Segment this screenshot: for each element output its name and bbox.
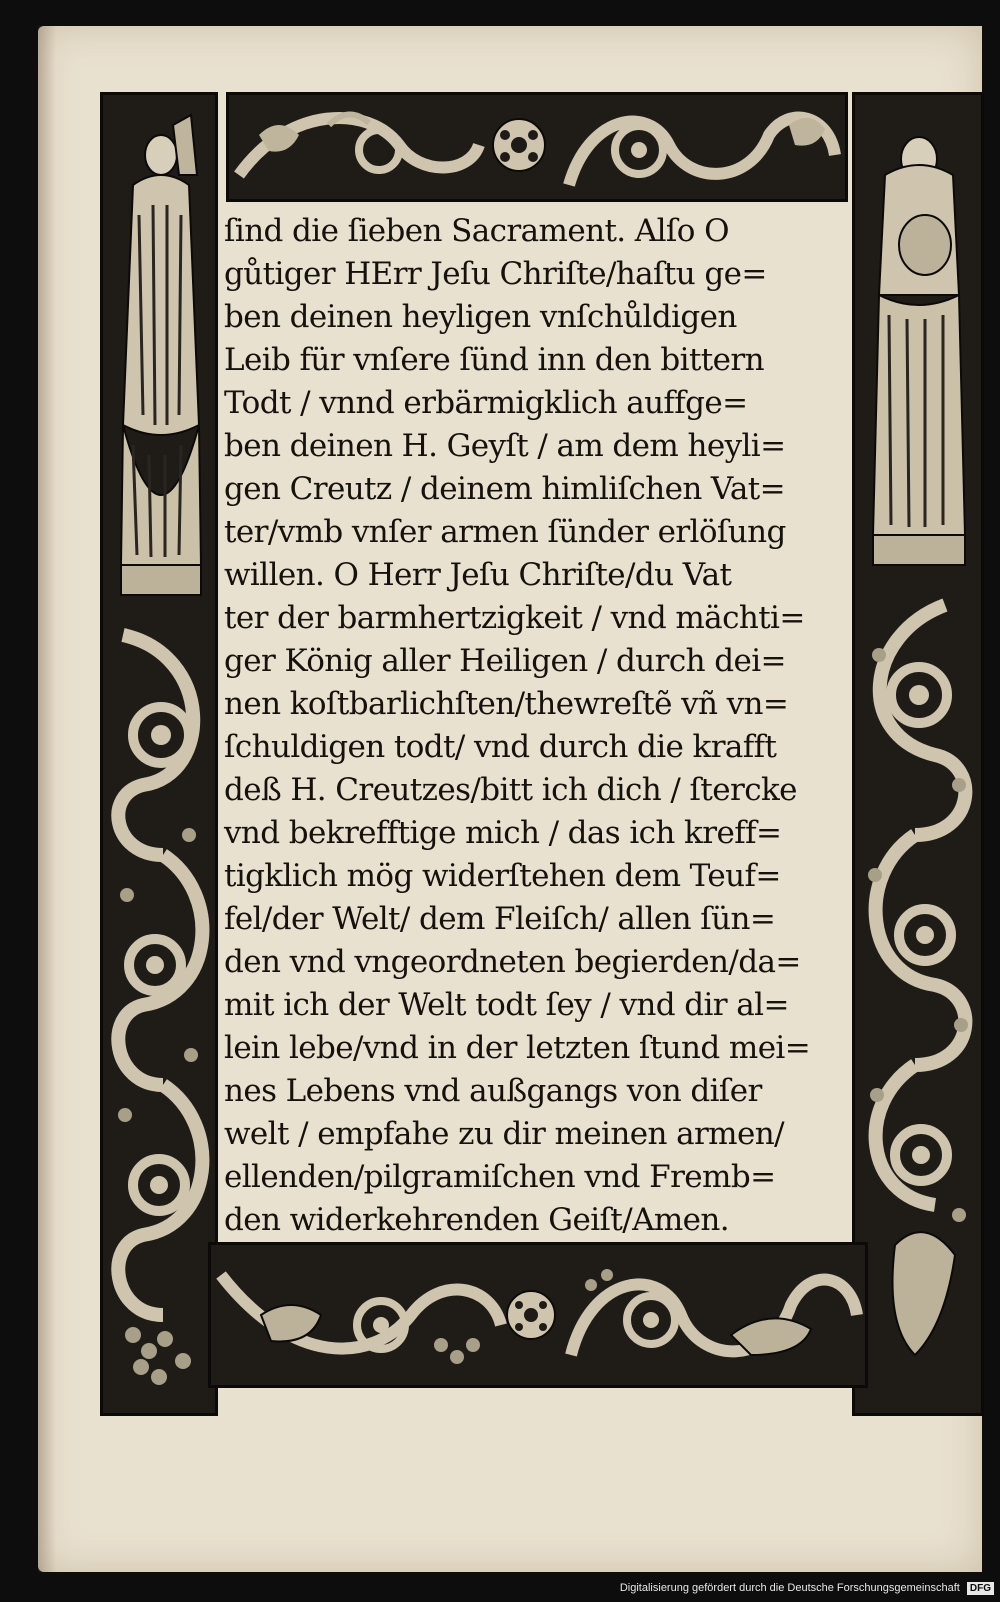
left-ornament-panel: [100, 92, 218, 1416]
text-line-10: ter der barmhertzigkeit / vnd mächti=: [224, 600, 805, 636]
text-line-7: gen Creutz / deinem himliſchen Vat=: [224, 471, 785, 507]
text-line-8: ter/vmb vnſer armen ſünder erlöſung: [224, 514, 786, 550]
text-line-6: ben deinen H. Geyſt / am dem heyli=: [224, 428, 786, 464]
text-line-11: ger König aller Heiligen / durch dei=: [224, 643, 786, 679]
digitization-credit: [620, 1580, 994, 1596]
text-line-21: nes Lebens vnd außgangs von diſer: [224, 1073, 762, 1109]
text-line-3: ben deinen heyligen vnſchůldigen: [224, 299, 737, 335]
top-ornament-panel: [226, 92, 848, 202]
text-line-16: tigklich mög widerſtehen dem Teuf=: [224, 858, 781, 894]
dfg-logo: DFG: [967, 1582, 994, 1595]
text-line-4: Leib für vnſere ſünd inn den bittern: [224, 342, 764, 378]
page-gutter-shadow: [38, 26, 56, 1572]
text-line-20: lein lebe/vnd in der letzten ſtund mei=: [224, 1030, 811, 1066]
text-line-12: nen koſtbarlichſten/thewreſtẽ vñ vn=: [224, 686, 789, 722]
text-line-9: willen. O Herr Jeſu Chriſte/du Vat: [224, 557, 732, 593]
text-line-22: welt / empfahe zu dir meinen armen/: [224, 1116, 784, 1152]
credit-text: Digitalisierung gefördert durch die Deutsche Forschungsgemeinschaft: [619, 1582, 960, 1595]
bottom-ornament-svg: [211, 1245, 865, 1385]
text-line-13: ſchuldigen todt/ vnd durch die krafft: [224, 729, 777, 765]
left-ornament-svg: [103, 95, 215, 1413]
text-line-24: den widerkehrenden Geiſt/Amen.: [224, 1202, 730, 1238]
text-line-19: mit ich der Welt todt ſey / vnd dir al=: [224, 987, 789, 1023]
text-line-14: deß H. Creutzes/bitt ich dich / ſtercke: [224, 772, 797, 808]
text-line-15: vnd bekrefftige mich / das ich kreff=: [224, 815, 782, 851]
body-text: [224, 210, 834, 1240]
text-line-1: ſind die ſieben Sacrament. Alſo O: [224, 213, 729, 249]
top-ornament-svg: [229, 95, 845, 199]
bottom-ornament-panel: [208, 1242, 868, 1388]
text-line-23: ellenden/pilgramiſchen vnd Fremb=: [224, 1159, 776, 1195]
text-line-2: gůtiger HErr Jeſu Chriſte/haſtu ge=: [224, 256, 767, 292]
text-line-18: den vnd vngeordneten begierden/da=: [224, 944, 801, 980]
right-ornament-panel: [852, 92, 984, 1416]
text-line-17: fel/der Welt/ dem Fleiſch/ allen ſün=: [224, 901, 776, 937]
right-ornament-svg: [855, 95, 981, 1413]
text-line-5: Todt / vnnd erbärmigklich auffge=: [224, 385, 748, 421]
